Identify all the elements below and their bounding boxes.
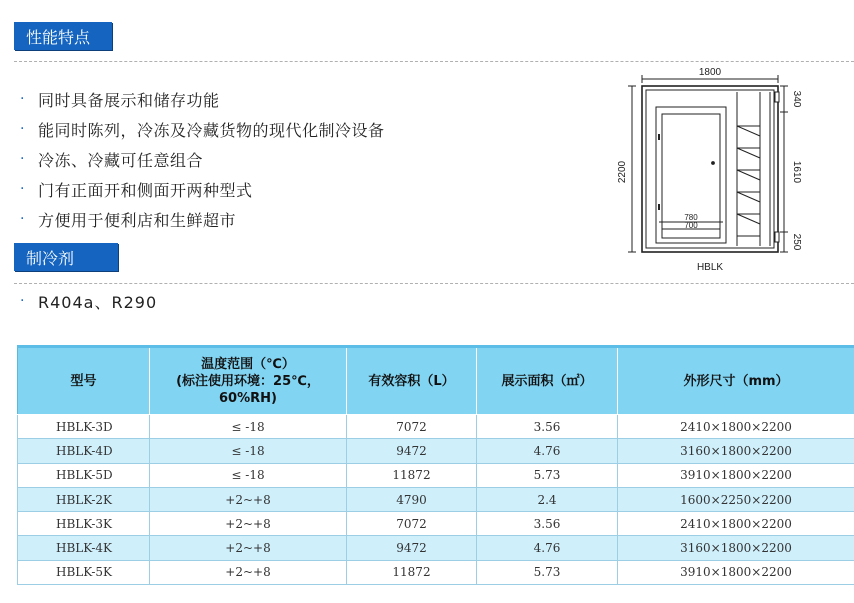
header-model: 型号 [18, 347, 150, 415]
drawing-width-label: 1800 [698, 67, 722, 78]
drawing-door-inner-label: 700 [684, 221, 698, 230]
table-header-row [18, 347, 854, 415]
cell-volume: 4790 [347, 487, 477, 511]
drawing-right-mid-label: 1610 [791, 160, 802, 184]
cell-temperature: +2~+8 [150, 512, 347, 536]
cell-model: HBLK-5D [18, 463, 150, 487]
cell-model: HBLK-5K [18, 560, 150, 584]
feature-text: 同时具备展示和储存功能 [38, 90, 220, 110]
cell-dimensions: 2410×1800×2200 [618, 415, 854, 439]
header-display-area: 展示面积（㎡） [477, 347, 618, 415]
feature-list [20, 84, 580, 234]
bullet-icon: · [20, 151, 25, 167]
cell-dimensions: 3910×1800×2200 [618, 560, 854, 584]
bullet-icon: · [20, 91, 25, 107]
cell-display-area: 5.73 [477, 560, 618, 584]
drawing-caption: HBLK [696, 262, 724, 273]
bullet-icon: · [20, 121, 25, 137]
refrigerant-text: R404a、R290 [38, 292, 158, 312]
header-temperature: 温度范围（℃） (标注使用环境：25℃， 60%RH) [150, 347, 347, 415]
cell-volume: 9472 [347, 439, 477, 463]
cell-dimensions: 1600×2250×2200 [618, 487, 854, 511]
cell-model: HBLK-4D [18, 439, 150, 463]
list-item [20, 84, 580, 114]
spec-table [17, 345, 854, 585]
cell-temperature: ≤ -18 [150, 439, 347, 463]
cell-display-area: 3.56 [477, 512, 618, 536]
feature-text: 门有正面开和侧面开两种型式 [38, 180, 253, 200]
header-volume: 有效容积（L） [347, 347, 477, 415]
cell-display-area: 4.76 [477, 536, 618, 560]
drawing-height-label: 2200 [617, 160, 628, 184]
cell-volume: 7072 [347, 415, 477, 439]
cell-dimensions: 3160×1800×2200 [618, 439, 854, 463]
drawing-right-bottom-label: 250 [791, 233, 802, 251]
header-dimensions: 外形尺寸（mm） [618, 347, 854, 415]
cold-room-drawing [612, 64, 802, 279]
list-item [20, 144, 580, 174]
cell-volume: 11872 [347, 463, 477, 487]
list-item [20, 174, 580, 204]
cell-model: HBLK-4K [18, 536, 150, 560]
cell-temperature: +2~+8 [150, 487, 347, 511]
list-item [20, 204, 580, 234]
table-row [18, 536, 854, 560]
cell-volume: 7072 [347, 512, 477, 536]
feature-text: 能同时陈列，冷冻及冷藏货物的现代化制冷设备 [38, 120, 385, 140]
cell-model: HBLK-3D [18, 415, 150, 439]
cell-display-area: 2.4 [477, 487, 618, 511]
table-row [18, 463, 854, 487]
table-row [18, 415, 854, 439]
cell-model: HBLK-2K [18, 487, 150, 511]
feature-text: 方便用于便利店和生鲜超市 [38, 210, 237, 230]
table-row [18, 512, 854, 536]
bullet-icon: · [20, 181, 25, 197]
cell-temperature: +2~+8 [150, 560, 347, 584]
feature-text: 冷冻、冷藏可任意组合 [38, 150, 204, 170]
cell-dimensions: 2410×1800×2200 [618, 512, 854, 536]
refrigerant-line [20, 290, 157, 312]
cell-volume: 9472 [347, 536, 477, 560]
divider [14, 283, 854, 284]
table-row [18, 487, 854, 511]
drawing-right-top-label: 340 [791, 90, 802, 108]
drawing-door-outer-label: 780 [684, 213, 698, 222]
cell-display-area: 4.76 [477, 439, 618, 463]
table-row [18, 560, 854, 584]
cell-temperature: +2~+8 [150, 536, 347, 560]
bullet-icon: · [20, 211, 25, 227]
cell-display-area: 3.56 [477, 415, 618, 439]
refrigerant-section-title: 制冷剂 [14, 243, 118, 271]
divider [14, 61, 854, 62]
list-item [20, 114, 580, 144]
bullet-icon: · [20, 293, 26, 309]
features-section-title: 性能特点 [14, 22, 112, 50]
cell-volume: 11872 [347, 560, 477, 584]
cell-temperature: ≤ -18 [150, 463, 347, 487]
cell-display-area: 5.73 [477, 463, 618, 487]
table-row [18, 439, 854, 463]
cell-temperature: ≤ -18 [150, 415, 347, 439]
cell-model: HBLK-3K [18, 512, 150, 536]
cell-dimensions: 3910×1800×2200 [618, 463, 854, 487]
cell-dimensions: 3160×1800×2200 [618, 536, 854, 560]
